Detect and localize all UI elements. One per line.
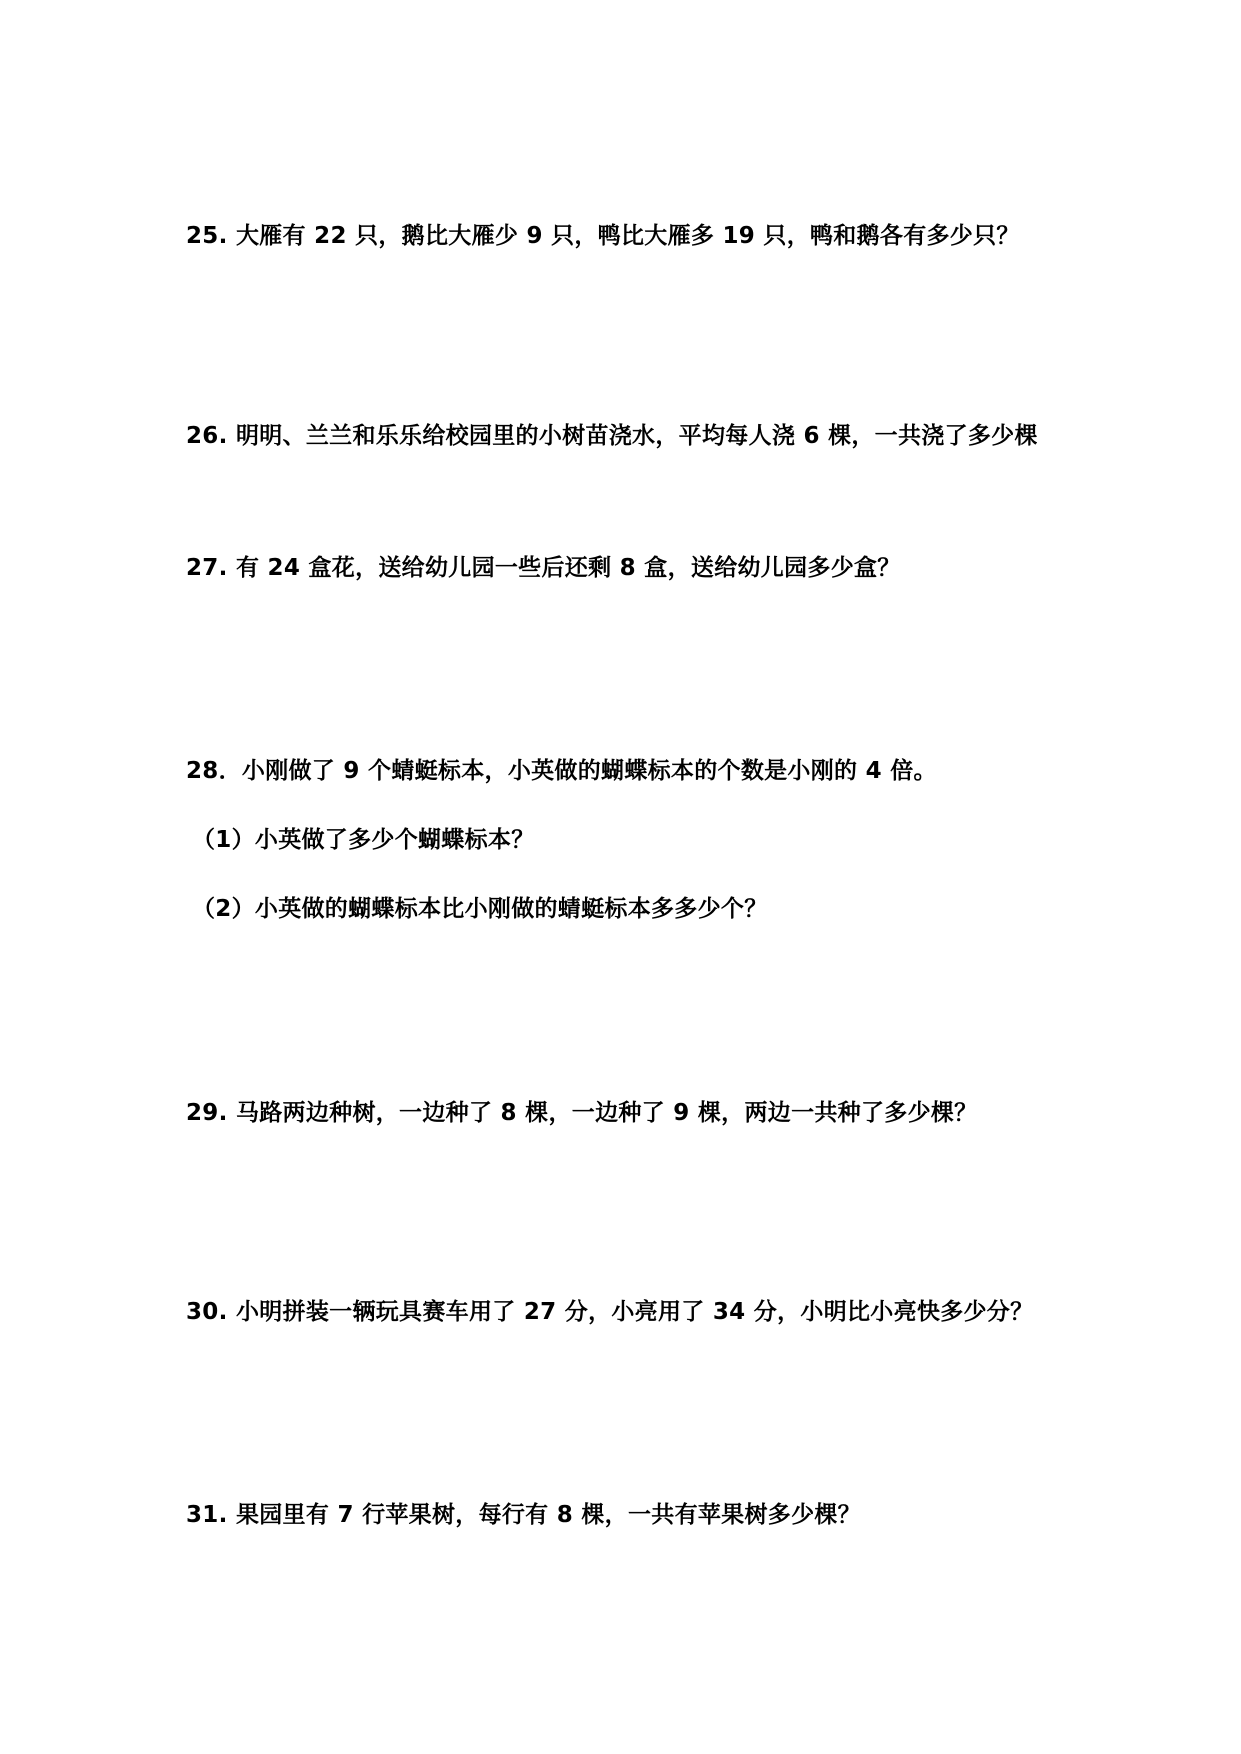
question-31: 31. 果园里有 7 行苹果树，每行有 8 棵，一共有苹果树多少棵？ <box>186 1502 861 1528</box>
question-30: 30. 小明拼装一辆玩具赛车用了 27 分，小亮用了 34 分，小明比小亮快多少分？ <box>186 1299 1034 1325</box>
question-26: 26. 明明、兰兰和乐乐给校园里的小树苗浇水，平均每人浇 6 棵，一共浇了多少棵 <box>186 423 1038 449</box>
question-28-part-2: （2）小英做的蝴蝶标本比小刚做的蜻蜓标本多多少个？ <box>192 896 768 922</box>
question-29: 29. 马路两边种树，一边种了 8 棵，一边种了 9 棵，两边一共种了多少棵？ <box>186 1100 978 1126</box>
question-28-part-1: （1）小英做了多少个蝴蝶标本？ <box>192 827 535 853</box>
question-28: 28．小刚做了 9 个蜻蜓标本，小英做的蝴蝶标本的个数是小刚的 4 倍。 <box>186 758 937 784</box>
question-27: 27. 有 24 盒花，送给幼儿园一些后还剩 8 盒，送给幼儿园多少盒？ <box>186 555 901 581</box>
question-25: 25. 大雁有 22 只，鹅比大雁少 9 只，鸭比大雁多 19 只，鸭和鹅各有多少只？ <box>186 223 1020 249</box>
